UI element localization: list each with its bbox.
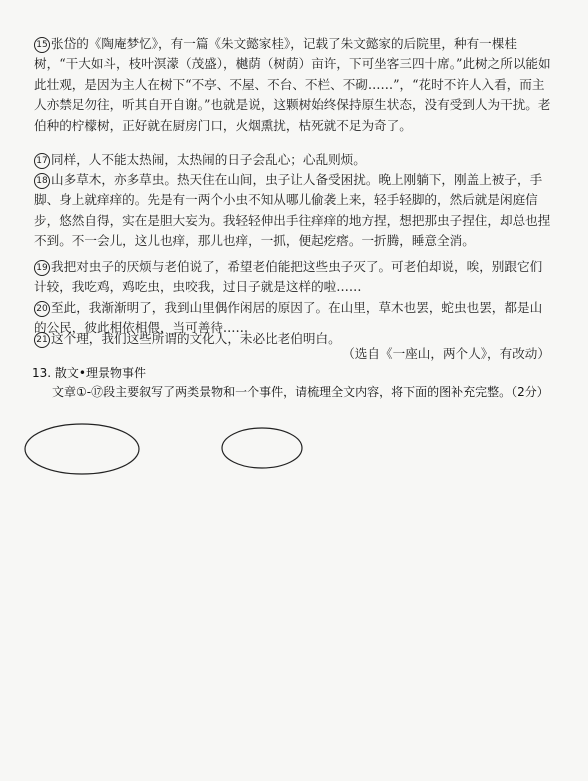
node-scene1 [25, 424, 139, 474]
paragraph-number: 20 [34, 301, 50, 317]
paragraph-text: 至此，我渐渐明了，我到山里偶作闲居的原因了。在山里，草木也罢，蛇虫也罢，都是山的公民，彼此相依相偎，当可善待…… [34, 300, 543, 336]
paragraph-text: 这个理，我们这些所谓的文化人，未必比老伯明白。 [51, 331, 341, 346]
paragraph-number: 15 [34, 37, 50, 53]
q13-prompt: 文章①-⑰段主要叙写了两类景物和一个事件，请梳理全文内容，将下面的图补充完整。（2分） [52, 385, 549, 399]
paragraph-text: 张岱的《陶庵梦忆》，有一篇《朱文懿家桂》，记载了朱文懿家的后院里，种有一棵桂树，“干大如斗，枝叶溟濛（茂盛），樾荫（树荫）亩许，下可坐客三四十席。”此树之所以能如此壮观，是因为主人在树下“不亭、不屋、不台、不栏、不砌……”，“花时不许人入看，而主人亦禁足勿往，听其自开自谢。”也就是说，这颗树始终保持原生状态，没有受到人为干扰。老伯种的柠檬树，正好就在厨房门口，火烟熏扰，枯死就不足为奇了。 [34, 36, 551, 133]
source-note: （选自《一座山，两个人》，有改动） [342, 346, 550, 361]
paragraph-number: 21 [34, 332, 50, 348]
paragraph-number: 17 [34, 153, 50, 169]
paragraph-text: 我把对虫子的厌烦与老伯说了，希望老伯能把这些虫子灭了。可老伯却说，唉，别跟它们计较，我吃鸡，鸡吃虫，虫咬我，过日子就是这样的啦…… [34, 259, 543, 295]
paragraph-number: 18 [34, 173, 50, 189]
paragraph-number: 19 [34, 260, 50, 276]
paragraph-text: 山多草木，亦多草虫。热天住在山间，虫子让人备受困扰。晚上刚躺下，刚盖上被子，手脚、身上就痒痒的。先是有一两个小虫不知从哪儿偷袭上来，轻手轻脚的，然后就是闲庭信步，悠然自得，实在是胆大妄为。我轻轻伸出手往痒痒的地方捏，想把那虫子捏住，却总也捏不到。不一会儿，这儿也痒，那儿也痒，一抓，便起疙瘩。一折腾，睡意全消。 [34, 172, 551, 249]
paragraph-text: 同样，人不能太热闹，太热闹的日子会乱心；心乱则烦。 [51, 152, 366, 167]
q13-title: 13. 散文•理景物事件 [32, 366, 146, 380]
node-center [222, 428, 302, 468]
